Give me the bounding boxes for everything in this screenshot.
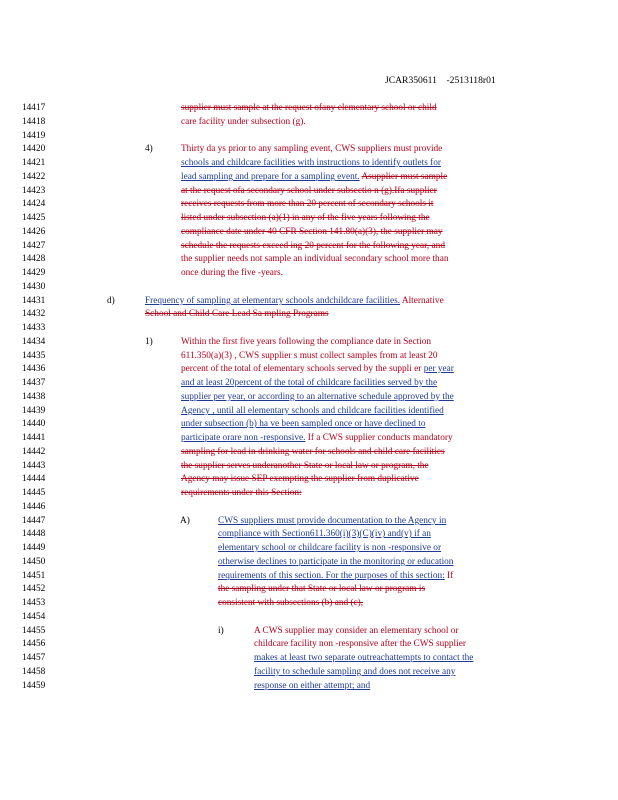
line-number: 14455 — [22, 626, 46, 636]
line-number: 14459 — [22, 681, 46, 691]
line-number: 14430 — [22, 282, 46, 292]
deleted-text: the supplier serves underanother State or local law or program, the — [181, 461, 429, 471]
inserted-text: per year — [423, 364, 454, 374]
line-number: 14451 — [22, 571, 46, 581]
plain-text: If — [447, 571, 454, 581]
deleted-text: receives requests from more than 20 percent of secondary schools it — [181, 199, 434, 209]
line-number: 14457 — [22, 653, 46, 663]
text-line — [181, 116, 306, 128]
plain-text: percent of the total of elementary schools served by the suppli er — [181, 364, 422, 374]
plain-text: childcare facility non -responsive after the CWS supplier — [254, 639, 466, 649]
line-number: 14425 — [22, 213, 46, 223]
line-number: 14423 — [22, 186, 46, 196]
line-number: 14452 — [22, 584, 46, 594]
plain-text: A CWS supplier may consider an elementary school or — [254, 626, 459, 636]
line-number: 14421 — [22, 158, 46, 168]
plain-text: If a CWS supplier conducts mandatory — [307, 433, 453, 443]
deleted-text: School and Child Care Lead Sa mpling Programs — [145, 309, 329, 319]
text-line — [181, 171, 447, 183]
item-marker-4: 4) — [145, 144, 153, 154]
inserted-text: compliance with Section611.360(i)(3)(C)(iv) and(v) if an — [218, 529, 431, 539]
line-number: 14424 — [22, 199, 46, 209]
line-number: 14454 — [22, 612, 46, 622]
line-number: 14431 — [22, 296, 46, 306]
deleted-text: Asupplier must sample — [361, 172, 448, 182]
document-header: JCAR350611 -2513118r01 — [385, 75, 496, 86]
inserted-text: facility to schedule sampling and does not receive any — [254, 667, 456, 677]
line-number: 14441 — [22, 433, 46, 443]
inserted-text: Frequency of sampling at elementary schools andchildcare facilities. — [145, 296, 401, 306]
line-number: 14419 — [22, 131, 46, 141]
line-number: 14433 — [22, 323, 46, 333]
deleted-text: listed under subsection (a)(1) in any of the five years following the — [181, 213, 430, 223]
deleted-text: consistent with subsections (b) and (c), — [218, 598, 364, 608]
plain-text: Thirty da ys prior to any sampling event, CWS suppliers must provide — [181, 144, 443, 154]
inserted-text: makes at least two separate outreachattempts to contact the — [254, 653, 474, 663]
deleted-text: compliance date under 40 CFR Section 141.80(a)(3), the supplier may — [181, 227, 443, 237]
plain-text: Within the first five years following the compliance date in Section — [181, 337, 432, 347]
line-number: 14442 — [22, 447, 46, 457]
line-number: 14429 — [22, 268, 46, 278]
item-marker-A: A) — [180, 516, 190, 526]
line-number: 14449 — [22, 543, 46, 553]
line-number: 14447 — [22, 516, 46, 526]
line-number: 14418 — [22, 117, 46, 127]
line-number: 14440 — [22, 419, 46, 429]
text-line — [181, 363, 454, 375]
inserted-text: otherwise declines to participate in the monitoring or education — [218, 557, 454, 567]
deleted-text: Agency may issue SEP exempting the supplier from duplicative — [181, 474, 419, 484]
line-number: 14437 — [22, 378, 46, 388]
line-number: 14446 — [22, 502, 46, 512]
line-number: 14443 — [22, 461, 46, 471]
line-number: 14453 — [22, 598, 46, 608]
inserted-text: lead sampling and prepare for a sampling event. — [181, 172, 360, 182]
deleted-text: requirements under this Section: — [181, 488, 302, 498]
plain-text: (g). — [292, 117, 306, 127]
line-number: 14448 — [22, 529, 46, 539]
line-number: 14444 — [22, 474, 46, 484]
item-marker-d: d) — [107, 296, 115, 306]
deleted-text: sampling for lead in drinking water for schools and child care facilities — [181, 447, 445, 457]
plain-text: care facility under subsection — [181, 117, 291, 127]
inserted-text: Agency , until all elementary schools and childcare facilities identified — [181, 406, 444, 416]
line-number: 14438 — [22, 392, 46, 402]
inserted-text: response on either attempt; and — [254, 681, 371, 691]
text-line — [145, 295, 444, 307]
line-number: 14426 — [22, 227, 46, 237]
line-number: 14434 — [22, 337, 46, 347]
line-number: 14420 — [22, 144, 46, 154]
deleted-text: supplier must sample at the request ofany elementary school or child — [181, 103, 437, 113]
line-number: 14458 — [22, 667, 46, 677]
deleted-text: schedule the requests exceed ing 20 percent for the following year, and — [181, 241, 445, 251]
inserted-text: under subsection (b) ha ve been sampled once or have declined to — [181, 419, 426, 429]
line-number: 14417 — [22, 103, 46, 113]
line-number: 14456 — [22, 639, 46, 649]
line-number: 14422 — [22, 172, 46, 182]
inserted-text: participate orare non -responsive. — [181, 433, 306, 443]
line-number: 14445 — [22, 488, 46, 498]
inserted-text: requirements of this section. For the purposes of this section: — [218, 571, 445, 581]
line-number: 14450 — [22, 557, 46, 567]
line-number: 14439 — [22, 406, 46, 416]
item-marker-i: i) — [218, 626, 224, 636]
text-line — [181, 432, 453, 444]
inserted-text: supplier per year, or according to an alternative schedule approved by the — [181, 392, 454, 402]
plain-text: once during the five -years. — [181, 268, 283, 278]
inserted-text: elementary school or childcare facility is non -responsive or — [218, 543, 442, 553]
line-number: 14432 — [22, 309, 46, 319]
line-number: 14436 — [22, 364, 46, 374]
inserted-text: CWS suppliers must provide documentation to the Agency in — [218, 516, 447, 526]
deleted-text: the sampling under that State or local law or program is — [218, 584, 426, 594]
line-number: 14428 — [22, 254, 46, 264]
inserted-text: and at least 20percent of the total of childcare facilities served by the — [181, 378, 438, 388]
plain-text: the supplier needs not sample an individual secondary school more than — [181, 254, 449, 264]
line-number: 14427 — [22, 241, 46, 251]
text-line — [218, 570, 453, 582]
plain-text: Alternative — [401, 296, 444, 306]
line-number: 14435 — [22, 351, 46, 361]
item-marker-1: 1) — [145, 337, 153, 347]
plain-text: 611.350(a)(3) , CWS supplier s must collect samples from at least 20 — [181, 351, 438, 361]
inserted-text: schools and childcare facilities with instructions to identify outlets for — [181, 158, 441, 168]
deleted-text: at the request ofa secondary school under subsectio n (g).Ifa supplier — [181, 186, 437, 196]
